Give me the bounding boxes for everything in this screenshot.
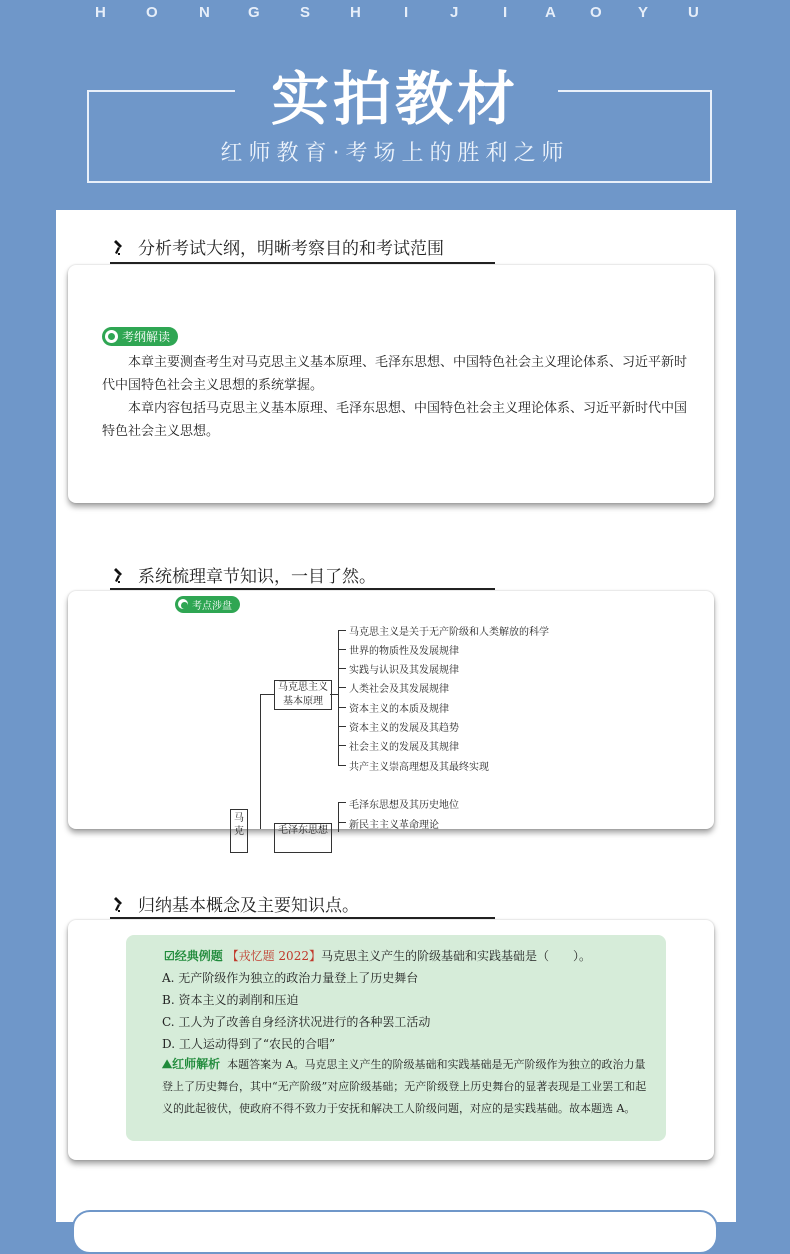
example-option: D. 工人运动得到了“农民的合唱” xyxy=(162,1037,336,1051)
map-item: 资本主义的本质及规律 xyxy=(349,704,449,715)
section-heading-text: 分析考试大纲，明晰考察目的和考试范围 xyxy=(138,239,444,259)
map-connector xyxy=(338,668,346,669)
header-letter: A xyxy=(545,4,556,21)
map-item: 新民主主义革命理论 xyxy=(349,820,439,831)
analysis-label: 红师解析 xyxy=(172,1057,221,1071)
map-item: 共产主义崇高理想及其最终实现 xyxy=(349,762,489,773)
map-item: 人类社会及其发展规律 xyxy=(349,684,449,695)
knowledge-map-card xyxy=(68,591,714,837)
example-box xyxy=(126,935,666,1141)
outline-badge xyxy=(102,327,178,347)
outline-text xyxy=(102,351,692,443)
map-item: 马克思主义是关于无产阶级和人类解放的科学 xyxy=(349,627,549,638)
outline-paragraph: 本章主要测查考生对马克思主义基本原理、毛泽东思想、中国特色社会主义理论体系、习近平新时代中国特色社会主义思想的系统掌握。 xyxy=(102,355,688,393)
header-letter: Y xyxy=(638,4,649,21)
map-connector xyxy=(338,630,346,631)
analysis-icon: ⛰ xyxy=(162,1057,173,1071)
map-item: 实践与认识及其发展规律 xyxy=(349,665,459,676)
section-heading-2 xyxy=(112,562,376,587)
header-letter: U xyxy=(688,4,699,21)
next-card xyxy=(72,1210,718,1254)
badge-label: 考纲解读 xyxy=(122,330,171,344)
section-heading-1 xyxy=(112,234,444,259)
header-letters xyxy=(0,4,790,26)
header-letter: H xyxy=(95,4,106,21)
header-letter: I xyxy=(404,4,409,21)
check-icon xyxy=(105,330,118,343)
example-option: B. 资本主义的剥削和压迫 xyxy=(162,993,299,1007)
map-branch-mao: 毛泽东思想 xyxy=(274,823,332,853)
section-underline xyxy=(110,588,495,590)
pen-icon xyxy=(112,566,130,584)
map-badge xyxy=(175,594,240,613)
analysis-text: 本题答案为 A。马克思主义产生的阶级基础和实践基础是无产阶级作为独立的政治力量登上了历史舞台，其中“无产阶级”对应阶级基础；无产阶级登上历史舞台的显著表现是工业罢工和起义的此起彼伏，使政府不得不致力于安抚和解决工人阶级问题，对应的是实践基础。故本题选 A。 xyxy=(162,1058,647,1115)
header-letter: J xyxy=(450,4,459,21)
section-heading-text: 系统梳理章节知识，一目了然。 xyxy=(138,567,376,587)
map-connector xyxy=(338,802,346,803)
map-item: 毛泽东思想及其历史地位 xyxy=(349,800,459,811)
outline-card xyxy=(68,265,714,503)
header-letter: I xyxy=(503,4,508,21)
header-letter: S xyxy=(300,4,311,21)
map-item: 社会主义的发展及其规律 xyxy=(349,742,459,753)
section-heading-3 xyxy=(112,891,359,916)
check-icon xyxy=(178,599,188,609)
map-connector xyxy=(338,745,346,746)
pen-icon xyxy=(112,895,130,913)
map-connector xyxy=(338,687,346,688)
map-connector xyxy=(338,802,339,832)
example-analysis xyxy=(162,1053,656,1120)
checkbox-icon: ☑ xyxy=(164,949,175,963)
map-item: 资本主义的发展及其趋势 xyxy=(349,723,459,734)
example-question: 马克思主义产生的阶级基础和实践基础是（ ）。 xyxy=(320,949,591,963)
header-letter: G xyxy=(248,4,260,21)
page-title: 实拍教材 xyxy=(270,65,519,133)
example-question-line xyxy=(164,947,591,964)
header-letter: O xyxy=(590,4,602,21)
map-connector xyxy=(338,649,346,650)
section-heading-text: 归纳基本概念及主要知识点。 xyxy=(138,896,359,916)
example-label: 经典例题 xyxy=(174,949,223,963)
section-underline xyxy=(110,262,495,264)
map-connector xyxy=(260,694,274,695)
map-connector xyxy=(338,726,346,727)
map-connector xyxy=(338,707,346,708)
map-branch-principles: 马克思主义基本原理 xyxy=(274,680,332,710)
example-source: 【戎忆题 2022】 xyxy=(226,949,321,963)
example-option: C. 工人为了改善自身经济状况进行的各种罢工活动 xyxy=(162,1015,431,1029)
header-letter: H xyxy=(350,4,361,21)
badge-label: 考点涉盘 xyxy=(192,600,232,612)
page-subtitle: 红师教育·考场上的胜利之师 xyxy=(220,141,570,166)
pen-icon xyxy=(112,238,130,256)
map-connector xyxy=(338,822,346,823)
map-connector xyxy=(338,765,346,766)
map-item: 世界的物质性及发展规律 xyxy=(349,646,459,657)
map-connector xyxy=(260,694,261,829)
outline-paragraph: 本章内容包括马克思主义基本原理、毛泽东思想、中国特色社会主义理论体系、习近平新时代中国特色社会主义思想。 xyxy=(102,401,688,439)
header-letter: N xyxy=(199,4,210,21)
header-letter: O xyxy=(146,4,158,21)
map-connector xyxy=(330,694,338,695)
section-underline xyxy=(110,917,495,919)
example-option: A. 无产阶级作为独立的政治力量登上了历史舞台 xyxy=(162,971,419,985)
map-root: 马克 xyxy=(230,809,248,853)
